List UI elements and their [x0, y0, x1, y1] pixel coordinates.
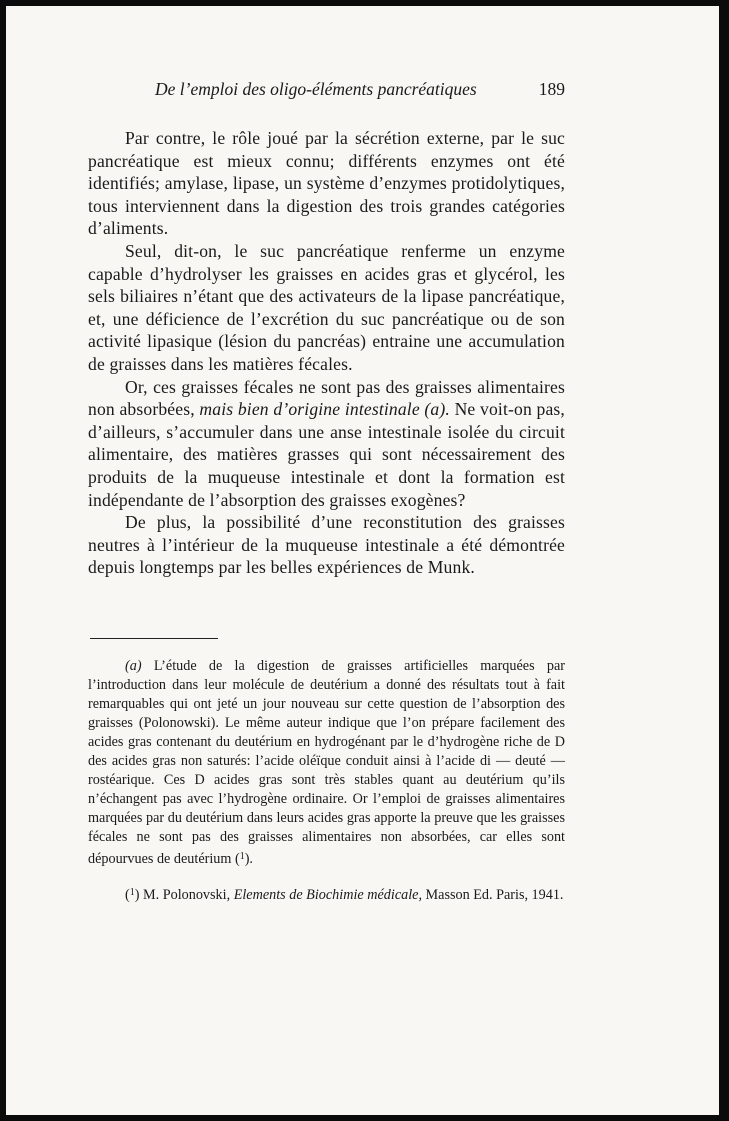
footnote-marker-number: 1: [129, 887, 135, 898]
footnotes: [88, 657, 565, 905]
footnote-ref: 1: [239, 851, 245, 862]
footnote-marker-open: (: [125, 887, 130, 903]
footnote-text-end: ).: [244, 851, 253, 867]
paragraph: De plus, la possibilité d’une reconstitution des graisses neutres à l’intérieur de la muqueuse intestinale a été démontrée depuis longtemps par les belles expériences de Munk.: [88, 512, 565, 578]
citation-author: M. Polonovski,: [143, 887, 231, 903]
paragraph-text: Ne voit-on pas, d’ailleurs, s’accumuler dans une anse intestinale isolée du circuit alimentaire, des matières grasses qui sont nécessairement des produits de la muqueuse intestinale et dont la formation est indépendante de l’absorption des graisses exogènes?: [88, 399, 565, 510]
footnote-1: [88, 883, 565, 905]
paragraph: Seul, dit-on, le suc pancréatique renferme un enzyme capable d’hydrolyser les graisses en acides gras et glycérol, les sels biliaires n’étant que des activateurs de la lipase pancréatique, et, une déficience de l’excrétion du suc pancréatique ou de son activité lipasique (lésion du pancréas) entraine une accumulation de graisses dans les matières fécales.: [88, 240, 565, 374]
footnote-a: [88, 657, 565, 869]
main-text: [88, 127, 565, 579]
footnote-divider: [90, 638, 218, 639]
citation-title: Elements de Biochimie médicale,: [233, 887, 422, 903]
paragraph: [88, 376, 565, 512]
paragraph-text: Or, ces graisses fécales ne sont pas des graisses alimentaires non absorbées,: [88, 376, 565, 420]
citation-publisher: Masson Ed. Paris, 1941.: [425, 887, 564, 903]
page-number: 189: [538, 79, 565, 99]
footnote-text: L’étude de la digestion de graisses artificielles marquées par l’introduction dans leur molécule de deutérium a donné des résultats tout à fait remarquables qui ont jeté un jour nouveau sur cette question de l’absorption des graisses (Polonowski). Le même auteur indique que l’on prépare facilement des acides gras contenant du deutérium en hydrogénant par le d’hydrogène riche de D des acides gras non saturés: l’acide oléïque conduit ainsi à l’acide di — deuté — rostéarique. Ces D acides gras sont très stables quant au deutérium qu’ils n’échangent pas avec l’hydrogène ordinaire. Or l’emploi de graisses alimentaires marquées par du deutérium dans leurs acides gras apporte la preuve que les graisses fécales ne sont pas des graisses alimentaires non absorbées, car elles sont dépourvues de deutérium (: [88, 658, 565, 867]
emphasis-text: mais bien d’origine intestinale (a).: [199, 399, 450, 420]
footnote-marker: (a): [125, 658, 142, 674]
footnote-marker-close: ): [134, 887, 140, 903]
scanned-page: [6, 6, 719, 1115]
running-title: De l’emploi des oligo-éléments pancréatiques: [155, 79, 477, 99]
paragraph: Par contre, le rôle joué par la sécrétion externe, par le suc pancréatique est mieux connu; différents enzymes ont été identifiés; amylase, lipase, un système d’enzymes protidolytiques, tous interviennent dans la digestion des trois grandes catégories d’aliments.: [88, 128, 565, 239]
